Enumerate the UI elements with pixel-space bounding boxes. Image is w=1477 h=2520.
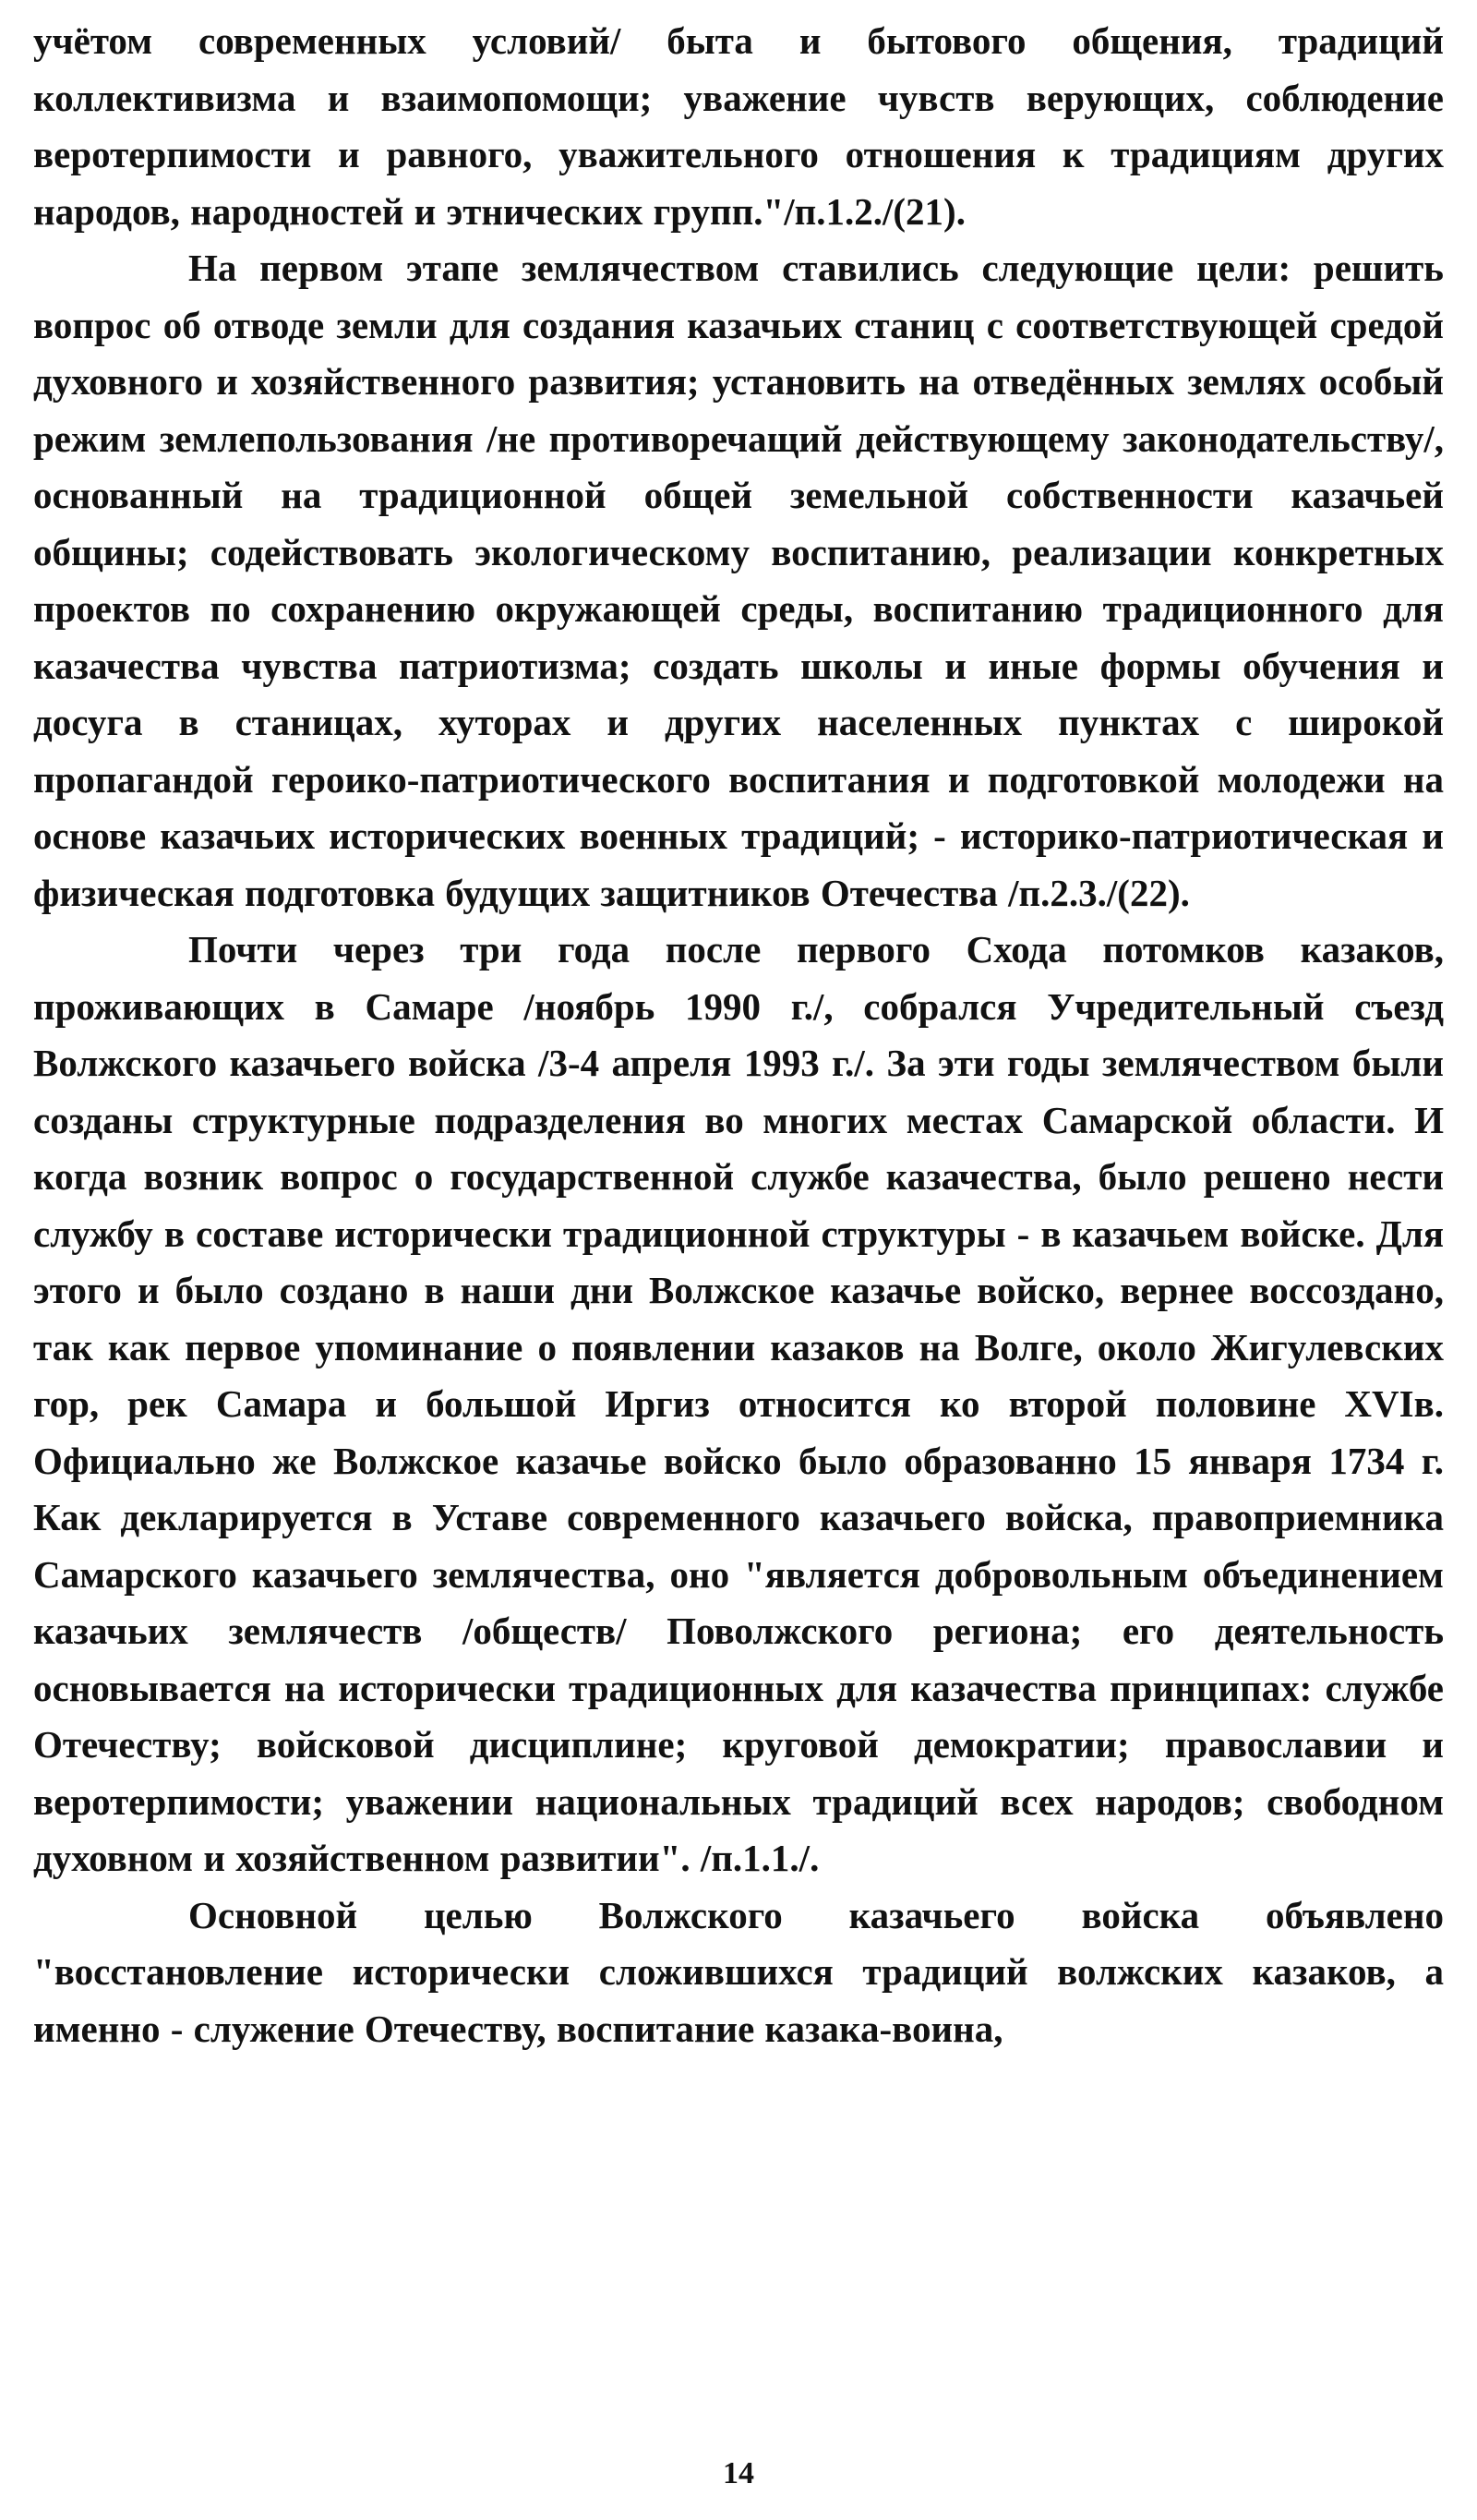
paragraph-1: учётом современных условий/ быта и бытового общения, традиций коллективизма и взаимопомощи; уважение чувств верующих, соблюдение веротерпимости и равного, уважительного отношения к традициям других народов, народностей и этнических групп."/п.1.2./(21). — [33, 19, 1444, 233]
paragraph-3: Почти через три года после первого Схода потомков казаков, проживающих в Самаре /ноябрь 1990 г./, собрался Учредительный съезд Волжского казачьего войска /3-4 апреля 1993 г./. За эти годы землячеством были созданы структурные подразделения во многих местах Самарской области. И когда возник вопрос о государственной службе казачества, было решено нести службу в составе исторически традиционной структуры - в казачьем войске. Для этого и было создано в наши дни Волжское казачье войско, вернее воссоздано, так как первое упоминание о появлении казаков на Волге, около Жигулевских гор, рек Самара и большой Иргиз относится ко второй половине XVIв. Официально же Волжское казачье войско было образованно 15 января 1734 г. Как декларируется в Уставе современного казачьего войска, правоприемника Самарского казачьего землячества, оно "является добровольным объединением казачьих землячеств /обществ/ Поволжского региона; его деятельность основывается на исторически традиционных для казачества принципах: службе Отечеству; войсковой дисциплине; круговой демократии; православии и веротерпимости; уважении национальных традиций всех народов; свободном духовном и хозяйственном развитии". /п.1.1./. — [33, 928, 1444, 1879]
document-page — [33, 13, 1444, 2506]
paragraph-2: На первом этапе землячеством ставились следующие цели: решить вопрос об отводе земли для создания казачьих станиц с соответствующей средой духовного и хозяйственного развития; установить на отведённых землях особый режим землепользования /не противоречащий действующему законодательству/, основанный на традиционной общей земельной собственности казачьей общины; содействовать экологическому воспитанию, реализации конкретных проектов по сохранению окружающей среды, воспитанию традиционного для казачества чувства патриотизма; создать школы и иные формы обучения и досуга в станицах, хуторах и других населенных пунктах с широкой пропагандой героико-патриотического воспитания и подготовкой молодежи на основе казачьих исторических военных традиций; - историко-патриотическая и физическая подготовка будущих защитников Отечества /п.2.3./(22). — [33, 247, 1444, 914]
paragraph-4: Основной целью Волжского казачьего войска объявлено "восстановление исторически сложившихся традиций волжских казаков, а именно - служение Отечеству, воспитание казака-воина, — [33, 1893, 1444, 2050]
page-number: 14 — [723, 2456, 754, 2490]
